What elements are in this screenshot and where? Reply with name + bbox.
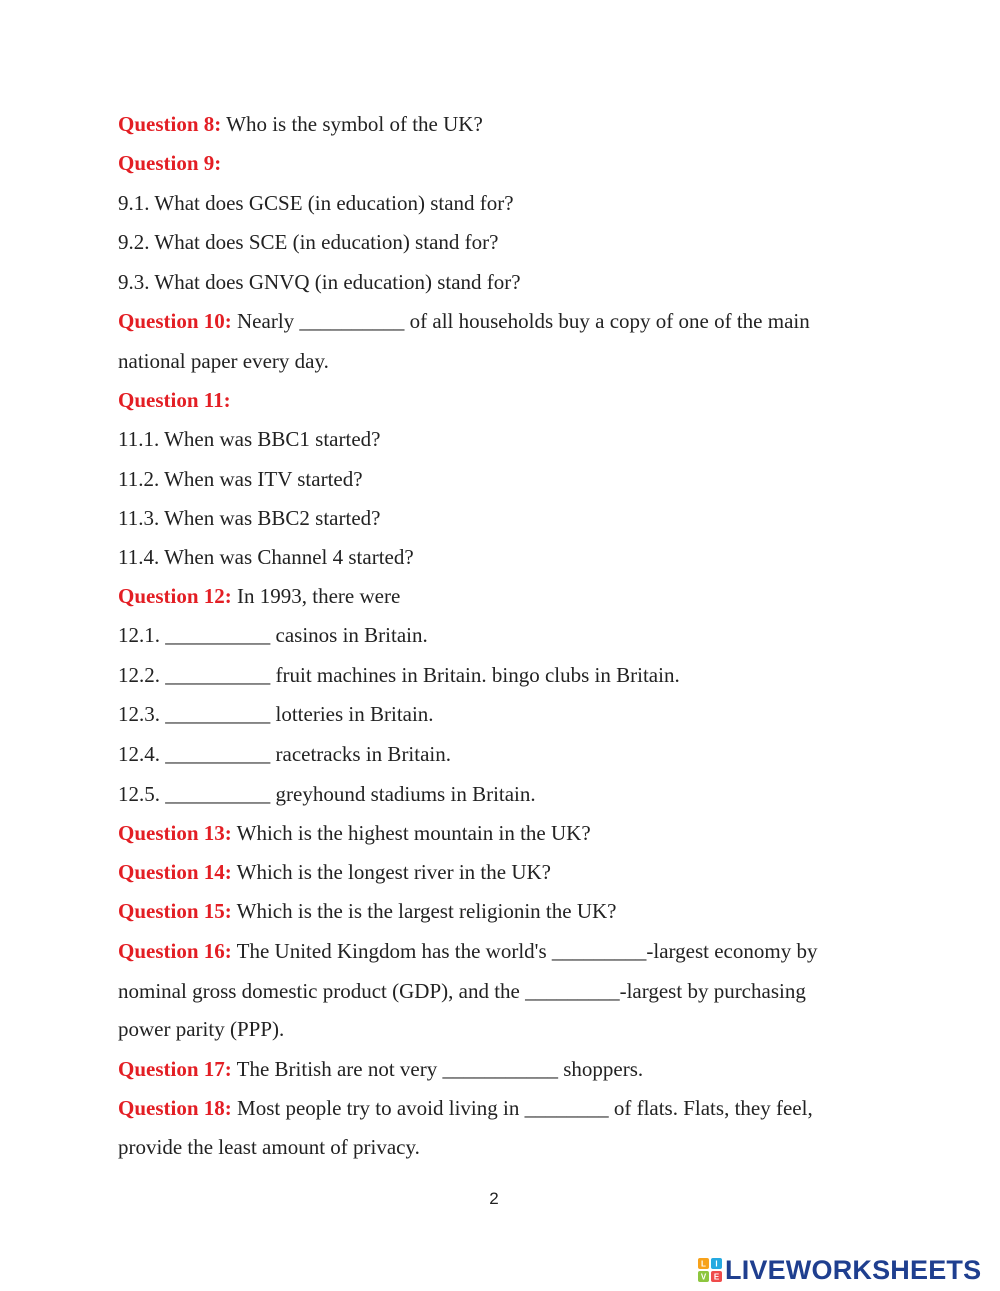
brand-name: LIVEWORKSHEETS bbox=[725, 1254, 982, 1285]
liveworksheets-brand[interactable] bbox=[698, 1254, 981, 1286]
question-text: power parity (PPP). bbox=[118, 1017, 285, 1041]
question-text: In 1993, there were bbox=[231, 584, 401, 608]
question-12-3-line bbox=[118, 701, 940, 727]
question-text: 12.4. __________ racetracks in Britain. bbox=[118, 742, 452, 766]
question-9-line bbox=[118, 150, 940, 176]
question-text: 11.3. When was BBC2 started? bbox=[118, 506, 381, 530]
question-8-line bbox=[118, 111, 940, 137]
question-text: 12.2. __________ fruit machines in Britain. bingo clubs in Britain. bbox=[118, 663, 680, 687]
question-text: 9.2. What does SCE (in education) stand for? bbox=[118, 230, 499, 254]
question-12-1-line bbox=[118, 622, 940, 648]
question-text: Nearly __________ of all households buy a copy of one of the main bbox=[231, 309, 810, 333]
question-text: Which is the longest river in the UK? bbox=[231, 860, 551, 884]
question-text: 9.1. What does GCSE (in education) stand for? bbox=[118, 191, 514, 215]
svg-text:I: I bbox=[715, 1259, 718, 1269]
question-text: 9.3. What does GNVQ (in education) stand for? bbox=[118, 270, 521, 294]
question-11-2-line bbox=[118, 466, 940, 492]
liveworksheets-logo-icon bbox=[698, 1258, 722, 1282]
question-10-continuation bbox=[118, 348, 940, 374]
question-text: Which is the is the largest religionin the UK? bbox=[231, 899, 617, 923]
question-text: The United Kingdom has the world's _________-largest economy by bbox=[231, 939, 818, 963]
question-text: 12.3. __________ lotteries in Britain. bbox=[118, 702, 434, 726]
question-12-4-line bbox=[118, 741, 940, 767]
question-text: 11.1. When was BBC1 started? bbox=[118, 427, 381, 451]
svg-text:L: L bbox=[701, 1259, 706, 1269]
question-18-line bbox=[118, 1095, 940, 1121]
question-text: nominal gross domestic product (GDP), and the _________-largest by purchasing bbox=[118, 979, 806, 1003]
question-text: national paper every day. bbox=[118, 349, 329, 373]
question-9-1-line bbox=[118, 190, 940, 216]
question-label: Question 8: bbox=[118, 112, 222, 136]
page-number: 2 bbox=[489, 1189, 499, 1208]
question-text: Which is the highest mountain in the UK? bbox=[231, 821, 591, 845]
question-label: Question 13: bbox=[118, 821, 232, 845]
question-label: Question 9: bbox=[118, 151, 222, 175]
question-label: Question 11: bbox=[118, 388, 231, 412]
question-12-2-line bbox=[118, 662, 940, 688]
question-11-1-line bbox=[118, 426, 940, 452]
question-11-line bbox=[118, 387, 940, 413]
question-label: Question 16: bbox=[118, 939, 232, 963]
question-label: Question 14: bbox=[118, 860, 232, 884]
question-12-5-line bbox=[118, 781, 940, 807]
svg-text:E: E bbox=[713, 1272, 720, 1282]
question-11-3-line bbox=[118, 505, 940, 531]
question-text: 12.1. __________ casinos in Britain. bbox=[118, 623, 428, 647]
question-label: Question 12: bbox=[118, 584, 232, 608]
question-11-4-line bbox=[118, 544, 940, 570]
question-text: Most people try to avoid living in ________ of flats. Flats, they feel, bbox=[231, 1096, 813, 1120]
question-label: Question 15: bbox=[118, 899, 232, 923]
question-text: Who is the symbol of the UK? bbox=[221, 112, 483, 136]
question-9-3-line bbox=[118, 269, 940, 295]
question-15-line bbox=[118, 898, 940, 924]
question-14-line bbox=[118, 859, 940, 885]
question-16-line bbox=[118, 938, 940, 964]
question-10-line bbox=[118, 308, 940, 334]
question-label: Question 18: bbox=[118, 1096, 232, 1120]
question-17-line bbox=[118, 1056, 940, 1082]
question-text: The British are not very ___________ shoppers. bbox=[231, 1057, 644, 1081]
question-text: 12.5. __________ greyhound stadiums in Britain. bbox=[118, 782, 536, 806]
question-18-continuation bbox=[118, 1134, 940, 1160]
question-text: 11.4. When was Channel 4 started? bbox=[118, 545, 414, 569]
question-9-2-line bbox=[118, 229, 940, 255]
question-13-line bbox=[118, 820, 940, 846]
question-12-line bbox=[118, 583, 940, 609]
question-label: Question 10: bbox=[118, 309, 232, 333]
question-16-continuation-1 bbox=[118, 978, 940, 1004]
question-text: 11.2. When was ITV started? bbox=[118, 467, 363, 491]
question-label: Question 17: bbox=[118, 1057, 232, 1081]
question-16-continuation-2 bbox=[118, 1016, 940, 1042]
svg-text:V: V bbox=[700, 1272, 707, 1282]
question-text: provide the least amount of privacy. bbox=[118, 1135, 420, 1159]
